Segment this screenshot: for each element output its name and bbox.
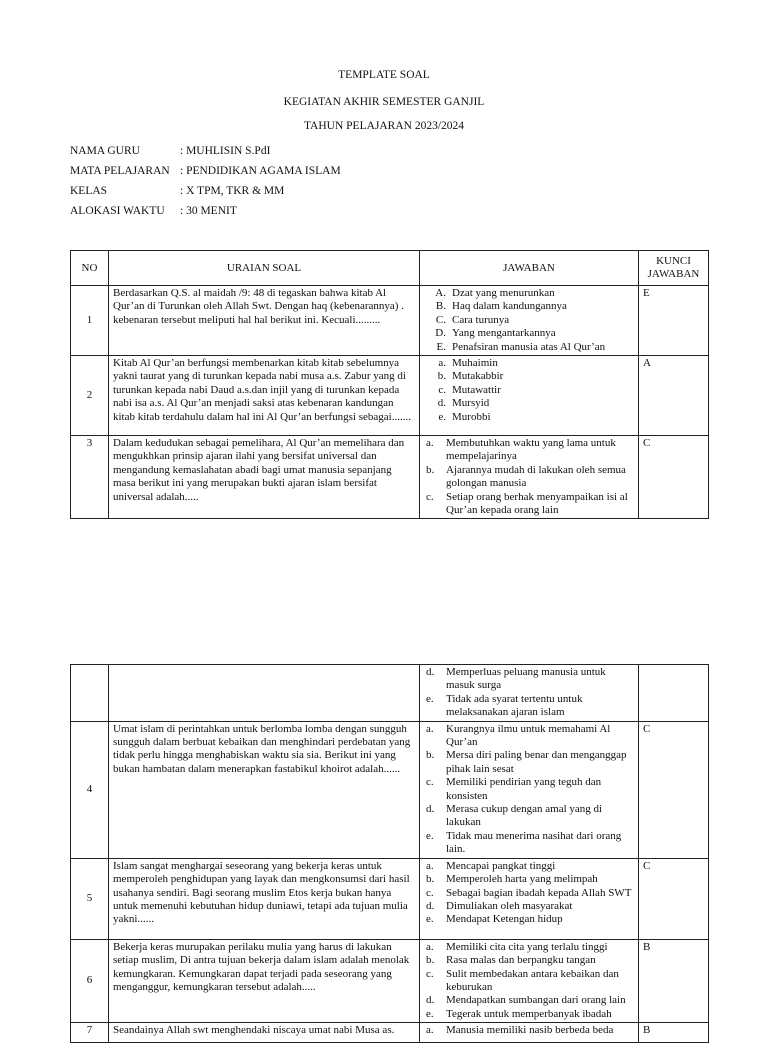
answer-options xyxy=(420,939,639,1022)
answer-option: b. Memperoleh harta yang melimpah xyxy=(426,873,598,886)
answer-option: c. Setiap orang berhak menyampaikan isi al Qur’an kepada orang lain xyxy=(426,490,628,517)
answer-options xyxy=(420,721,639,858)
question-text xyxy=(109,665,420,722)
table-row xyxy=(71,665,709,722)
answer-option: D. Yang mengantarkannya xyxy=(435,327,556,340)
question-number xyxy=(71,665,109,722)
meta-value: : MUHLISIN S.PdI xyxy=(180,145,271,157)
answer-option: d. Memperluas peluang manusia untuk masuk surga xyxy=(426,666,606,692)
answer-option: d. Dimuliakan oleh masyarakat xyxy=(426,899,573,912)
meta-label: KELAS xyxy=(70,185,108,197)
question-text: Bekerja keras murupakan perilaku mulia yang harus di lakukan setiap muslim, Di antra tujuan bekerja dalam islam adalah menolak kemungkaran. Kemungkaran dapat terjadi pada seseorang yang menganggur, kemungkaran tersebut adalah..... xyxy=(109,939,420,1022)
question-number: 1 xyxy=(71,286,109,356)
answer-key: A xyxy=(639,356,709,436)
answer-option: b. Rasa malas dan berpangku tangan xyxy=(426,954,596,967)
table-row xyxy=(71,356,709,436)
answer-options xyxy=(420,356,639,436)
answer-key: B xyxy=(639,1023,709,1043)
answer-options xyxy=(420,286,639,356)
question-number: 4 xyxy=(71,721,109,858)
answer-option: a. Kurangnya ilmu untuk memahami Al Qur’an xyxy=(426,722,611,749)
answer-option: b. Mutakabbir xyxy=(437,370,504,383)
meta-row xyxy=(70,145,270,157)
answer-option: e. Tegerak untuk memperbanyak ibadah xyxy=(426,1007,612,1020)
answer-option: d. Mendapatkan sumbangan dari orang lain xyxy=(426,994,626,1007)
meta-row xyxy=(70,165,341,177)
table-row xyxy=(71,939,709,1022)
header-no: NO xyxy=(71,251,109,286)
answer-options xyxy=(420,858,639,939)
doc-title: TEMPLATE SOAL xyxy=(338,69,430,81)
answer-option: e. Murobbi xyxy=(438,410,491,423)
answer-option: a. Manusia memiliki nasib berbeda beda xyxy=(426,1024,614,1037)
answer-option: c. Mutawattir xyxy=(438,383,501,396)
answer-option: a. Mencapai pangkat tinggi xyxy=(426,859,556,872)
question-table-continued xyxy=(70,664,709,1043)
question-text: Umat islam di perintahkan untuk berlomba lomba dengan sungguh sungguh dalam berbuat kebaikan dan menghindari perdebatan yang tidak perlu hingga menghabiskan waktu sia sia. Berikut ini yang bukan hambatan dalam menerapkan fastabikul khoirot adalah...... xyxy=(109,721,420,858)
meta-value: : PENDIDIKAN AGAMA ISLAM xyxy=(180,165,341,177)
header-soal: URAIAN SOAL xyxy=(109,251,420,286)
doc-year: TAHUN PELAJARAN 2023/2024 xyxy=(303,120,465,132)
answer-option: c. Sulit membedakan antara kebaikan dan keburukan xyxy=(426,967,619,993)
doc-subtitle: KEGIATAN AKHIR SEMESTER GANJIL xyxy=(283,96,485,108)
answer-option: c. Sebagai bagian ibadah kepada Allah SWT xyxy=(426,886,632,899)
answer-option: a. Memiliki cita cita yang terlalu tinggi xyxy=(426,940,608,953)
meta-value: : X TPM, TKR & MM xyxy=(180,185,285,197)
meta-label: ALOKASI WAKTU xyxy=(70,205,165,217)
answer-option: C. Cara turunya xyxy=(435,313,510,326)
answer-option: B. Haq dalam kandungannya xyxy=(435,300,567,313)
meta-label: MATA PELAJARAN xyxy=(70,165,170,177)
meta-value: : 30 MENIT xyxy=(180,205,237,217)
question-number: 5 xyxy=(71,858,109,939)
answer-option: c. Memiliki pendirian yang teguh dan konsisten xyxy=(426,776,602,802)
question-number: 7 xyxy=(71,1023,109,1043)
question-number: 6 xyxy=(71,939,109,1022)
table-row xyxy=(71,858,709,939)
header-jawaban: JAWABAN xyxy=(420,251,639,286)
meta-row xyxy=(70,205,237,217)
meta-label: NAMA GURU xyxy=(70,145,140,157)
answer-options xyxy=(420,1023,639,1043)
answer-option: e. Tidak mau menerima nasihat dari orang lain. xyxy=(426,829,622,856)
answer-option: e. Tidak ada syarat tertentu untuk melaksanakan ajaran islam xyxy=(426,692,583,719)
question-text: Berdasarkan Q.S. al maidah /9: 48 di tegaskan bahwa kitab Al Qur’an di Turunkan oleh Allah Swt. Dengan haq (kebenarannya) . kebenaran tersebut meliputi hal hal berikut ini. Kecuali......... xyxy=(109,286,420,356)
answer-key: C xyxy=(639,858,709,939)
table-row xyxy=(71,1023,709,1043)
answer-key: E xyxy=(639,286,709,356)
answer-options xyxy=(420,665,639,722)
answer-option: b. Mersa diri paling benar dan menganggap pihak lain sesat xyxy=(426,749,627,775)
meta-row xyxy=(70,185,284,197)
answer-option: a. Membutuhkan waktu yang lama untuk mempelajarinya xyxy=(426,437,616,463)
answer-key: C xyxy=(639,436,709,519)
table-row xyxy=(71,286,709,356)
question-text: Dalam kedudukan sebagai pemelihara, Al Qur’an memelihara dan mengukhkan prinsip ajaran ilahi yang bersifat universal dan mengandung kemaslahatan abadi bagi umat manusia sepanjang masa berikut ini yang merupakan bukti ajaran islam bersifat universal adalah..... xyxy=(109,436,420,519)
header-kunci: KUNCI JAWABAN xyxy=(639,251,709,286)
answer-option: a. Muhaimin xyxy=(438,357,498,370)
question-number: 2 xyxy=(71,356,109,436)
table-row xyxy=(71,436,709,519)
question-text: Kitab Al Qur’an berfungsi membenarkan kitab kitab sebelumnya yakni taurat yang di turunkan kepada nabi musa a.s. Zabur yang di turunkan kepada nabi Daud a.s.dan injil yang di turunkan kepada nabi isa a.s. Al Qur’an menjadi saksi atas kebenaran kandungan kitab kitab terdahulu dalam hal ini Al Qur’an berfungsi sebagai....... xyxy=(109,356,420,436)
answer-options xyxy=(420,436,639,519)
answer-key xyxy=(639,665,709,722)
answer-option: b. Ajarannya mudah di lakukan oleh semua golongan manusia xyxy=(426,463,626,490)
answer-option: A. Dzat yang menurunkan xyxy=(435,287,555,299)
question-number: 3 xyxy=(71,436,109,519)
question-text: Seandainya Allah swt menghendaki niscaya umat nabi Musa as. xyxy=(109,1023,420,1043)
answer-option: d. Merasa cukup dengan amal yang di lakukan xyxy=(426,803,603,829)
answer-key: B xyxy=(639,939,709,1022)
table-row xyxy=(71,721,709,858)
answer-option: e. Mendapat Ketengan hidup xyxy=(426,913,563,926)
answer-key: C xyxy=(639,721,709,858)
question-table xyxy=(70,250,709,519)
answer-option: E. Penafsiran manusia atas Al Qur’an xyxy=(436,340,606,353)
answer-option: d. Mursyid xyxy=(437,397,490,410)
question-text: Islam sangat menghargai seseorang yang bekerja keras untuk memperoleh penghidupan yang layak dan mengkonsumsi dari hasil usahanya sendiri. Bagi seorang muslim Etos kerja bukan hanya untuk memenuhi kebutuhan hidup duniawi, tetapi ada tujuan mulia yakni...... xyxy=(109,858,420,939)
